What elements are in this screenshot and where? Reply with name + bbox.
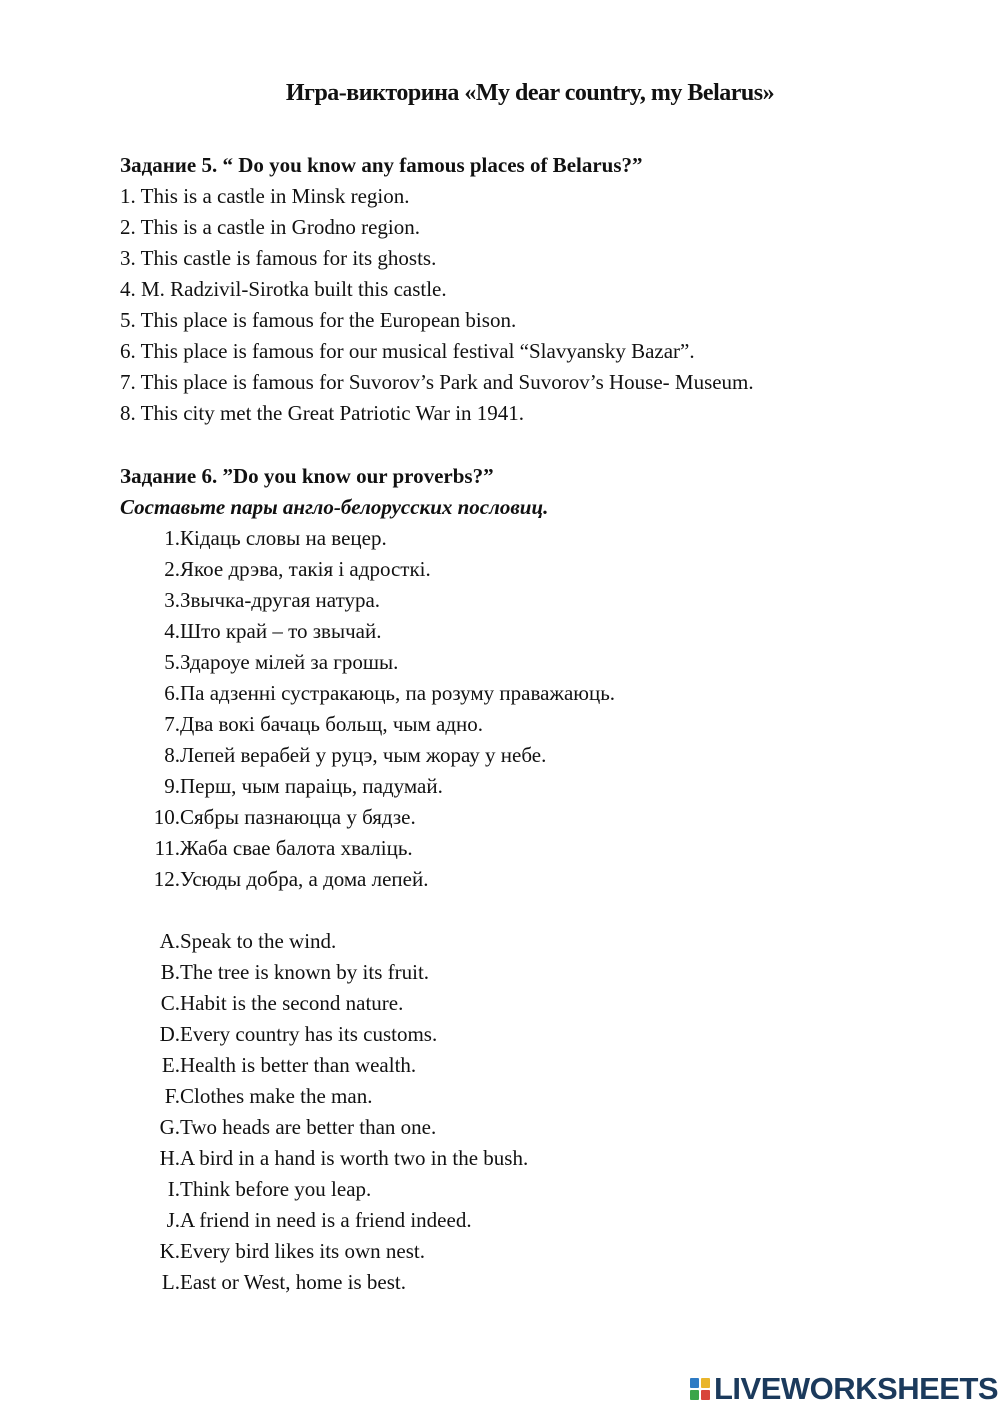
item-letter: G. (159, 1115, 180, 1139)
proverb-text: Two heads are better than one. (180, 1115, 437, 1139)
list-item (120, 1236, 615, 1267)
item-number: 2. (164, 557, 180, 581)
task6-instruction: Составьте пары англо-белорусских пословиц. (120, 495, 549, 519)
list-item: 7. This place is famous for Suvorov’s Park and Suvorov’s House- Museum. (120, 370, 754, 394)
task6-heading: Задание 6. ”Do you know our proverbs?” (120, 464, 494, 488)
proverb-text: Clothes make the man. (180, 1084, 373, 1108)
proverb-text: Every country has its customs. (180, 1022, 438, 1046)
task5-list (120, 181, 754, 429)
item-number: 11. (154, 836, 180, 860)
proverb-text: Habit is the second nature. (180, 991, 404, 1015)
item-letter: E. (161, 1053, 180, 1077)
item-letter: J. (166, 1208, 180, 1232)
proverb-text: Жаба свае балота хваліць. (180, 836, 413, 860)
item-number: 4. (164, 619, 180, 643)
item-letter: C. (160, 991, 180, 1015)
item-number: 12. (153, 867, 180, 891)
proverb-text: East or West, home is best. (180, 1270, 406, 1294)
item-number: 8. (164, 743, 180, 767)
task5-section (120, 150, 754, 429)
proverb-text: Speak to the wind. (180, 929, 337, 953)
item-number: 7. (164, 712, 180, 736)
list-item (120, 554, 615, 585)
proverb-text: Think before you leap. (180, 1177, 372, 1201)
list-item (120, 1112, 615, 1143)
logo-text: LIVEWORKSHEETS (714, 1371, 999, 1406)
list-item (120, 523, 615, 554)
task6-section (120, 461, 615, 1298)
english-proverbs-list (120, 926, 615, 1298)
item-number: 5. (164, 650, 180, 674)
list-item: 4. M. Radzivil-Sirotka built this castle. (120, 277, 447, 301)
belarusian-proverbs-list (120, 523, 615, 895)
list-item (120, 678, 615, 709)
list-item (120, 647, 615, 678)
item-letter: B. (160, 960, 180, 984)
proverb-text: Кідаць словы на вецер. (180, 526, 387, 550)
list-item (120, 1019, 615, 1050)
list-item (120, 988, 615, 1019)
proverb-text: The tree is known by its fruit. (180, 960, 430, 984)
liveworksheets-logo (690, 1372, 998, 1406)
list-item (120, 957, 615, 988)
list-item: 1. This is a castle in Minsk region. (120, 184, 410, 208)
list-item (120, 864, 615, 895)
list-item (120, 709, 615, 740)
list-item: 2. This is a castle in Grodno region. (120, 215, 420, 239)
list-item (120, 802, 615, 833)
list-item (120, 1174, 615, 1205)
logo-square-blue (690, 1378, 699, 1388)
proverb-text: Перш, чым параіць, падумай. (180, 774, 443, 798)
task5-heading: Задание 5. “ Do you know any famous places of Belarus?” (120, 153, 643, 177)
proverb-text: A bird in a hand is worth two in the bush. (180, 1146, 529, 1170)
item-letter: D. (159, 1022, 180, 1046)
list-item (120, 1081, 615, 1112)
proverb-text: Health is better than wealth. (180, 1053, 417, 1077)
item-letter: K. (159, 1239, 180, 1263)
list-item (120, 1143, 615, 1174)
item-number: 6. (164, 681, 180, 705)
item-letter: F. (164, 1084, 180, 1108)
list-item (120, 833, 615, 864)
list-item (120, 585, 615, 616)
list-item: 3. This castle is famous for its ghosts. (120, 246, 437, 270)
proverb-text: Every bird likes its own nest. (180, 1239, 425, 1263)
list-item (120, 926, 615, 957)
item-number: 10. (153, 805, 180, 829)
list-item (120, 616, 615, 647)
logo-square-yellow (701, 1378, 710, 1388)
list-item (120, 740, 615, 771)
proverb-text: A friend in need is a friend indeed. (180, 1208, 472, 1232)
proverb-text: Па адзенні сустракаюць, па розуму праважаюць. (180, 681, 616, 705)
item-letter: H. (159, 1146, 180, 1170)
proverb-text: Сябры пазнаюцца у бядзе. (180, 805, 416, 829)
proverb-text: Два вокі бачаць больщ, чым адно. (180, 712, 484, 736)
list-item (120, 1267, 615, 1298)
proverb-text: Здароуе мілей за грошы. (180, 650, 399, 674)
list-item: 5. This place is famous for the European bison. (120, 308, 517, 332)
proverb-text: Якое дрэва, такія і адросткі. (180, 557, 431, 581)
list-item: 6. This place is famous for our musical festival “Slavyansky Bazar”. (120, 339, 695, 363)
logo-square-green (690, 1390, 699, 1400)
item-letter: I. (167, 1177, 180, 1201)
item-number: 3. (164, 588, 180, 612)
list-item: 8. This city met the Great Patriotic War in 1941. (120, 401, 525, 425)
liveworksheets-icon (690, 1378, 710, 1400)
list-item (120, 771, 615, 802)
logo-square-red (701, 1390, 710, 1400)
item-letter: L. (161, 1270, 180, 1294)
list-item (120, 1050, 615, 1081)
item-number: 9. (164, 774, 180, 798)
proverb-text: Усюды добра, а дома лепей. (180, 867, 429, 891)
page-title: Игра-викторина «My dear country, my Belarus» (285, 80, 775, 106)
item-letter: A. (159, 929, 180, 953)
proverb-text: Што край – то звычай. (180, 619, 382, 643)
proverb-text: Звычка-другая натура. (180, 588, 381, 612)
list-item (120, 1205, 615, 1236)
item-number: 1. (164, 526, 180, 550)
proverb-text: Лепей верабей у руцэ, чым жорау у небе. (180, 743, 547, 767)
